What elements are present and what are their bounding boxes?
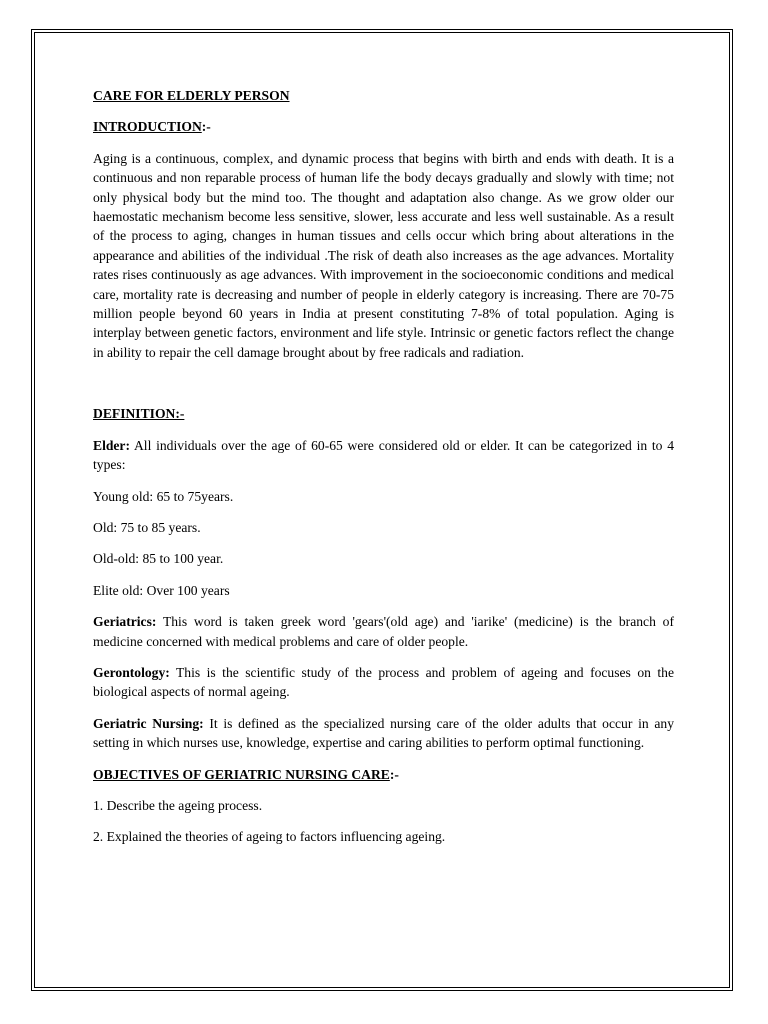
objective-item-2: 2. Explained the theories of ageing to factors influencing ageing. [93, 829, 446, 845]
section-spacer [93, 374, 674, 404]
elder-type-young-old: Young old: 65 to 75years. [93, 488, 234, 504]
gerontology-term: Gerontology: [93, 664, 170, 680]
definition-heading: DEFINITION:- [93, 406, 185, 422]
geriatric-nursing-definition: Geriatric Nursing: It is defined as the specialized nursing care of the older adults that occur in any setting in which nurses use, knowledge, expertise and caring abilities to perform optimal functioning. [93, 715, 674, 751]
elder-type-elite-old: Elite old: Over 100 years [93, 582, 230, 598]
objective-item-1: 1. Describe the ageing process. [93, 797, 263, 813]
document-title: CARE FOR ELDERLY PERSON [93, 88, 290, 103]
introduction-paragraph: Aging is a continuous, complex, and dynamic process that begins with birth and ends with death. It is a continuous and non reparable process of human life the body decays gradually and slowly with time; not only physical body but the mind too. The thought and adaptation also change. As we grow older our haemostatic mechanism become less sensitive, slower, less accurate and less well sustainable. As a result of the process to aging, changes in human tissues and cells occur which bring about alterations in the appearance and abilities of the individual .The risk of death also increases as the age advances. Mortality rates rises continuously as age advances. With improvement in the socioeconomic conditions and medical care, mortality rate is decreasing and number of people in elderly category is increasing. There are 70-75 million people beyond 60 years in India at present constituting 7-8% of total population. Aging is interplay between genetic factors, environment and life style. Intrinsic or genetic factors reflect the change in ability to repair the cell damage brought about by free radicals and radiation. [93, 150, 674, 360]
geriatrics-term: Geriatrics: [93, 614, 157, 630]
elder-term: Elder: [93, 437, 130, 453]
introduction-heading: INTRODUCTION:- [93, 119, 211, 135]
elder-type-old: Old: 75 to 85 years. [93, 519, 201, 535]
elder-type-old-old: Old-old: 85 to 100 year. [93, 551, 224, 567]
objectives-heading: OBJECTIVES OF GERIATRIC NURSING CARE:- [93, 766, 399, 782]
gerontology-definition: Gerontology: This is the scientific study of the process and problem of ageing and focuses on the biological aspects of normal ageing. [93, 664, 674, 700]
geriatrics-definition: Geriatrics: This word is taken greek word 'gears'(old age) and 'iarike' (medicine) is the branch of medicine concerned with medical problems and care of older people. [93, 614, 674, 649]
elder-definition: Elder: All individuals over the age of 60-65 were considered old or elder. It can be categorized in to 4 types: [93, 437, 674, 473]
document-body [93, 86, 674, 859]
geriatric-nursing-term: Geriatric Nursing: [93, 715, 204, 731]
